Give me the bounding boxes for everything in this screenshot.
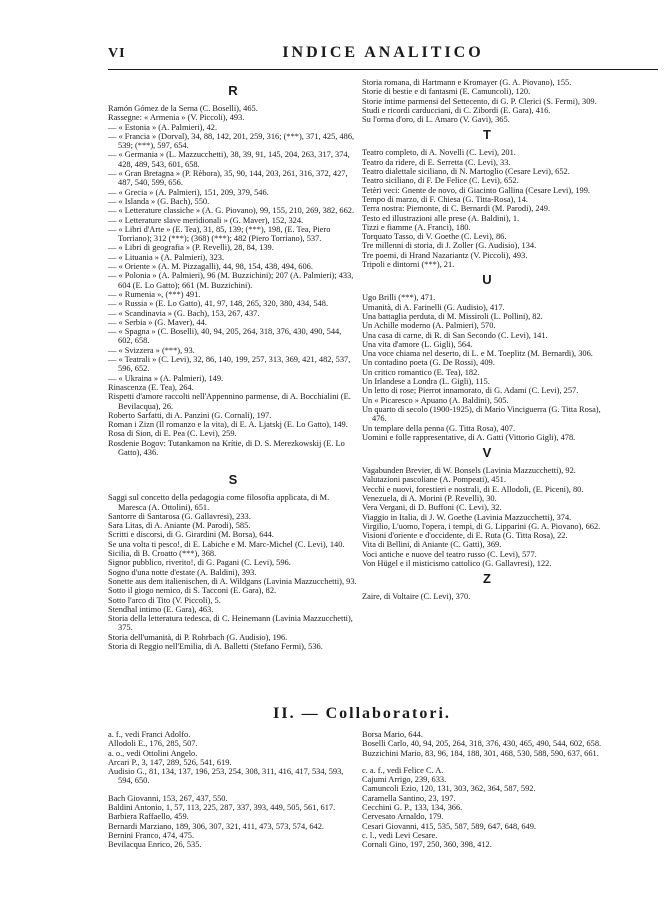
index-entry: Signor pubblico, riverito!, di G. Pagani (C. Levi), 596.: [108, 558, 291, 568]
index-entry: Una battaglia perduta, di M. Missiroli (L. Pollini), 82.: [362, 311, 543, 321]
collaborator-entry: Audisio G., 81, 134, 137, 196, 253, 254, 308, 311, 416, 417, 534, 593, 594, 650.: [108, 767, 344, 786]
index-entry: Valutazioni pascoliane (A. Pompeati), 451.: [362, 475, 506, 485]
index-entry: Ramón Gómez de la Serna (C. Boselli), 465.: [108, 104, 258, 113]
collaborators-right: [362, 730, 612, 850]
collaborator-entry: Cecchini G. P., 133, 134, 366.: [362, 803, 463, 813]
index-entry: Un quarto di secolo (1900-1925), di Mario Vinciguerra (G. Titta Rosa), 476.: [362, 404, 601, 424]
page-number: VI: [108, 46, 126, 61]
index-entry: Rosdenie Bogov: Tutankamon na Krítie, di D. S. Merezkowskij (E. Lo Gatto), 436.: [108, 438, 345, 457]
index-entry: Rosa di Sion, di E. Pea (C. Levi), 259.: [108, 429, 237, 439]
index-entry: Von Hügel e il misticismo cattolico (G. Gallavresi), 122.: [362, 559, 552, 569]
index-entry: — « Polonia » (A. Palmieri), 96 (M. Buzzichini); 207 (A. Palmieri); 433, 604 (E. Lo Gatto); 661 (M. Buzzichini).: [108, 271, 354, 290]
collaborators-left: [108, 730, 358, 850]
entries-s: [108, 493, 358, 651]
collaborator-entry: Arcari P., 3, 147, 289, 526, 541, 619.: [108, 757, 232, 767]
index-entry: Rassegne: « Armenia » (V. Piccoli), 493.: [108, 113, 245, 123]
section-letter-s: S: [228, 472, 238, 488]
index-entry: — « Rumenia », (***) 491.: [108, 289, 201, 299]
index-entry: Un critico romantico (E. Tea), 182.: [362, 367, 480, 377]
index-entry: Virgilio, L'uomo, l'opera, i tempi, di G. Lipparini (G. A. Piovano), 662.: [362, 521, 601, 531]
index-entry: Sogno d'una notte d'estate (A. Baldini), 393.: [108, 567, 257, 577]
section-letter-v: V: [482, 445, 492, 461]
collaborator-entry: Cesari Giovanni, 415, 535, 587, 589, 647, 648, 649.: [362, 821, 537, 831]
collaborator-entry: a. f., vedi Franci Adolfo.: [108, 730, 191, 739]
collaborator-entry: Bevilacqua Enrico, 26, 535.: [108, 840, 202, 850]
index-entry: Vecchi e nuovi, forestieri e nostrali, di E. Allodoli, (E. Piceni), 80.: [362, 484, 584, 494]
index-entry: Teatro da ridere, di E. Serretta (C. Levi), 33.: [362, 157, 511, 167]
entries-s-continued: [362, 78, 612, 124]
running-head: [100, 40, 666, 70]
index-entry: Stendhal intimo (E. Gara), 463.: [108, 604, 214, 614]
index-entry: Terra nostra: Piemonte, di C. Bernardi (M. Parodi), 249.: [362, 204, 551, 214]
index-entry: Vita di Bellini, di Aniante (C. Gatti), 369.: [362, 540, 502, 550]
index-entry: Saggi sul concetto della pedagogia come filosofia applicata, di M. Maresca (A. Ottolini), 651.: [108, 493, 330, 512]
index-entry: Zaire, di Voltaire (C. Levi), 370.: [362, 592, 471, 602]
index-entry: — « Islanda » (G. Bach), 550.: [108, 196, 210, 206]
index-entry: Teatro completo, di A. Novelli (C. Levi), 201.: [362, 148, 516, 158]
index-entry: Un Achille moderno (A. Palmieri), 570.: [362, 321, 496, 331]
index-entry: — « Oriente » (A. M. Pizzagalli), 44, 98, 154, 438, 494, 606.: [108, 262, 313, 272]
index-entry: — « Spagna » (C. Boselli), 40, 94, 205, 264, 318, 376, 430, 490, 544, 602, 658.: [108, 327, 342, 346]
index-entry: Viaggio in Italia, di J. W. Goethe (Lavinia Mazzucchetti), 374.: [362, 512, 572, 522]
index-entry: Storia di Reggio nell'Emilia, di A. Balletti (Stefano Fermi), 536.: [108, 642, 323, 652]
index-entry: — « Svizzera » (***), 93.: [108, 345, 195, 355]
index-entry: Tripoli e dintorni (***), 21.: [362, 260, 455, 270]
index-entry: — « Estonia » (A. Palmieri), 42.: [108, 122, 218, 132]
collaborator-entry: Borsa Mario, 644.: [362, 730, 423, 739]
index-entry: Sonette aus dem italienischen, di A. Wildgans (Lavinia Mazzucchetti), 93.: [108, 576, 357, 586]
index-entry: Uomini e folle rappresentative, di A. Gatti (Vittorio Gigli), 478.: [362, 432, 576, 442]
index-entry: — « Letterature slave meridionali » (G. Maver), 152, 324.: [108, 215, 304, 225]
index-entry: Vagabunden Brevier, di W. Bonsels (Lavinia Mazzucchetti), 92.: [362, 466, 576, 476]
section-letter-t: T: [483, 127, 491, 143]
section-letter-r: R: [228, 83, 238, 98]
index-entry: — « Serbia » (G. Maver), 44.: [108, 317, 207, 327]
index-entry: — « Letterature classiche » (A. G. Piovano), 99, 155, 210, 269, 382, 662.: [108, 206, 355, 216]
index-entry: Sicilia, di B. Croatto (***), 368.: [108, 549, 217, 559]
header-rule: [108, 69, 658, 70]
index-entry: Sotto il giogo nemico, di S. Tacconi (E. Gara), 82.: [108, 586, 277, 596]
index-entry: Roberto Sarfatti, di A. Panzini (G. Cornali), 197.: [108, 410, 272, 420]
collaborator-entry: Caramella Santino, 23, 197.: [362, 793, 456, 803]
index-entry: Rinascenza (E. Tea), 264.: [108, 382, 194, 392]
collaborator-entry: c. a. f., vedi Felice C. A.: [362, 765, 444, 775]
index-entry: Voci antiche e nuove del teatro russo (C. Levi), 577.: [362, 549, 537, 559]
collaborator-entry: Cajumi Arrigo, 239, 633.: [362, 775, 447, 785]
index-entry: Rispetti d'amore raccolti nell'Appennino parmense, di A. Bocchialini (E. Bevilacqua), 26.: [108, 392, 351, 411]
right-column: [362, 80, 612, 602]
index-entry: Storia romana, di Hartmann e Kromayer (G. A. Piovano), 155.: [362, 78, 572, 87]
collaborator-entry: Boselli Carlo, 40, 94, 205, 264, 318, 376, 430, 465, 490, 544, 602, 658.: [362, 739, 602, 749]
entries-t: [362, 148, 612, 269]
index-entry: — « Libri d'Arte » (E. Tea), 31, 85, 139; (***), 198, (E. Tea, Piero Torriano); 312 (***); (368) (***); 482 (Piero Torriano), 537.: [108, 224, 331, 244]
group-gap: [108, 786, 358, 794]
collaborator-entry: Cornali Gino, 197, 250, 360, 398, 412.: [362, 840, 492, 850]
index-entry: — « Libri di geografia » (P. Revelli), 28, 84, 139.: [108, 243, 274, 253]
index-entry: Su l'orma d'oro, di L. Amaro (V. Gavi), 365.: [362, 115, 510, 125]
collaborators-heading: II. — Collaboratori.: [273, 705, 451, 722]
index-entry: Un contadino poeta (G. De Rossi), 409.: [362, 358, 495, 368]
entries-z: [362, 592, 612, 601]
group-gap: [362, 758, 612, 766]
index-entry: — « Teatrali » (C. Levi), 32, 86, 140, 199, 257, 313, 369, 421, 482, 537, 596, 652.: [108, 355, 351, 374]
collaborator-entry: Bernardi Marziano, 189, 306, 307, 321, 411, 473, 573, 574, 642.: [108, 821, 325, 831]
index-entry: Tizzi e fiamme (A. Franci), 180.: [362, 222, 471, 232]
index-entry: Visioni d'oriente e d'occidente, di E. Ruta (G. Titta Rosa), 22.: [362, 531, 568, 541]
index-entry: — « Lituania » (A. Palmieri), 323.: [108, 252, 225, 262]
index-entry: — « Russia » (E. Lo Gatto), 41, 97, 148, 265, 320, 380, 434, 548.: [108, 299, 329, 309]
index-entry: Tempo di marzo, di F. Chiesa (G. Titta-Rosa), 14.: [362, 194, 528, 204]
index-entry: Storia dell'umanità, di P. Rohrbach (G. Audisio), 196.: [108, 632, 288, 642]
index-entry: Torquato Tasso, di V. Goethe (C. Levi), 86.: [362, 232, 507, 242]
index-entry: Studi e ricordi carducciani, di C. Zibordi (E. Gara), 416.: [362, 105, 551, 115]
index-entry: Tre millenni di storia, di J. Zoller (G. Audisio), 134.: [362, 241, 537, 251]
index-entry: Vera Vergani, di D. Buffoni (C. Levi), 32.: [362, 503, 502, 513]
index-entry: Un « Picaresco » Apuano (A. Baldini), 505.: [362, 395, 509, 405]
page-title: INDICE ANALITICO: [282, 44, 484, 61]
index-entry: — « Francia » (Dorval), 34, 88, 142, 201, 259, 316; (***), 371, 425, 486, 539; (***), 597, 654.: [108, 131, 355, 151]
index-entry: — « Scandinavia » (G. Bach), 153, 267, 437.: [108, 308, 260, 318]
left-column: [108, 80, 358, 651]
index-entry: Se una volta ti pesco!, di E. Labiche e M. Marc-Michel (C. Levi), 140.: [108, 539, 345, 549]
index-entry: Testo ed illustrazioni alle prese (A. Baldini), 1.: [362, 213, 520, 223]
collaborator-entry: Baldini Antonio, 1, 57, 113, 225, 287, 337, 393, 449, 505, 561, 617.: [108, 803, 336, 813]
section-letter-z: Z: [483, 571, 491, 587]
collaborator-entry: c. l., vedi Levi Cesare.: [362, 830, 438, 840]
index-entry: Venezuela, di A. Morini (P. Revelli), 30.: [362, 493, 497, 503]
collaborator-entry: a. o., vedi Ottolini Angelo.: [108, 748, 198, 758]
entries-v: [362, 466, 612, 568]
index-entry: — « Grecia » (A. Palmieri), 151, 209, 379, 546.: [108, 187, 269, 197]
index-entry: Una vita d'amore (L. Gigli), 564.: [362, 339, 473, 349]
index-entry: Ugo Brilli (***), 471.: [362, 293, 436, 303]
index-entry: Un letto di rose; Pierrot innamorato, di G. Adami (C. Levi), 257.: [362, 386, 579, 396]
index-entry: — « Gran Bretagna » (P. Rèbora), 35, 90, 144, 203, 261, 316, 372, 427, 487, 540, 599, 656.: [108, 169, 348, 188]
index-entry: Tre poemi, di Hrand Nazariantz (V. Piccoli), 493.: [362, 250, 528, 260]
index-entry: Una casa di carne, di R. di San Secondo (C. Levi), 141.: [362, 330, 548, 340]
collaborator-entry: Bernini Franco, 474, 475.: [108, 830, 195, 840]
index-entry: Una voce chiama nel deserto, di L. e M. Toeplitz (M. Bernardi), 306.: [362, 349, 593, 359]
index-entry: Teatro dialettale siciliano, di N. Martoglio (Cesare Levi), 652.: [362, 167, 570, 177]
index-entry: Teatro siciliano, di F. De Felice (C. Levi), 652.: [362, 176, 519, 186]
index-entry: Tetèri veci: Gnente de novo, di Giacinto Gallina (Cesare Levi), 199.: [362, 185, 591, 195]
index-entry: — « Ukraina » (A. Palmieri), 149.: [108, 373, 224, 383]
section-letter-u: U: [482, 272, 492, 288]
index-entry: Storie intime parmensi del Settecento, di G. P. Clerici (S. Fermi), 309.: [362, 96, 597, 106]
index-entry: Un Irlandese a Londra (L. Gigli), 115.: [362, 377, 490, 387]
index-entry: Storia della letteratura tedesca, di C. Heinemann (Lavinia Mazzucchetti), 375.: [108, 614, 353, 633]
entries-u: [362, 293, 612, 442]
index-entry: Umanità, di A. Farinelli (G. Audisio), 417.: [362, 302, 505, 312]
index-entry: Santorre di Santarosa (G. Gallavresi), 233.: [108, 511, 251, 521]
index-entry: Storie di bestie e di fantasmi (E. Camuncoli), 120.: [362, 87, 531, 97]
collaborator-entry: Barbiera Raffaello, 459.: [108, 812, 189, 822]
collaborator-entry: Buzzichini Mario, 83, 96, 184, 188, 301, 468, 530, 588, 590, 637, 661.: [362, 748, 599, 758]
collaborator-entry: Bach Giovanni, 153, 267, 437, 550.: [108, 793, 228, 803]
collaborator-entry: Cervesato Arnaldo, 179.: [362, 812, 444, 822]
index-entry: Sara Litas, di A. Aniante (M. Parodi), 585.: [108, 521, 251, 531]
collaborator-entry: Camuncoli Ezio, 120, 131, 303, 362, 364, 587, 592.: [362, 784, 536, 794]
index-entry: Scritti e discorsi, di G. Girardini (M. Borsa), 644.: [108, 530, 274, 540]
index-entry: Un templare della penna (G. Titta Rosa), 407.: [362, 423, 516, 433]
index-entry: Roman i Zizn (Il romanzo e la vita), di E. A. Ljatskj (E. Lo Gatto), 149.: [108, 420, 348, 430]
entries-r: [108, 104, 358, 457]
collaborator-entry: Allodoli E., 176, 285, 507.: [108, 739, 198, 749]
index-entry: — « Germania » (L. Mazzucchetti), 38, 39, 91, 145, 204, 263, 317, 374, 428, 489, 543, 601, 658.: [108, 150, 350, 169]
index-entry: Sotto l'arco di Tito (V. Piccoli), 5.: [108, 595, 221, 605]
